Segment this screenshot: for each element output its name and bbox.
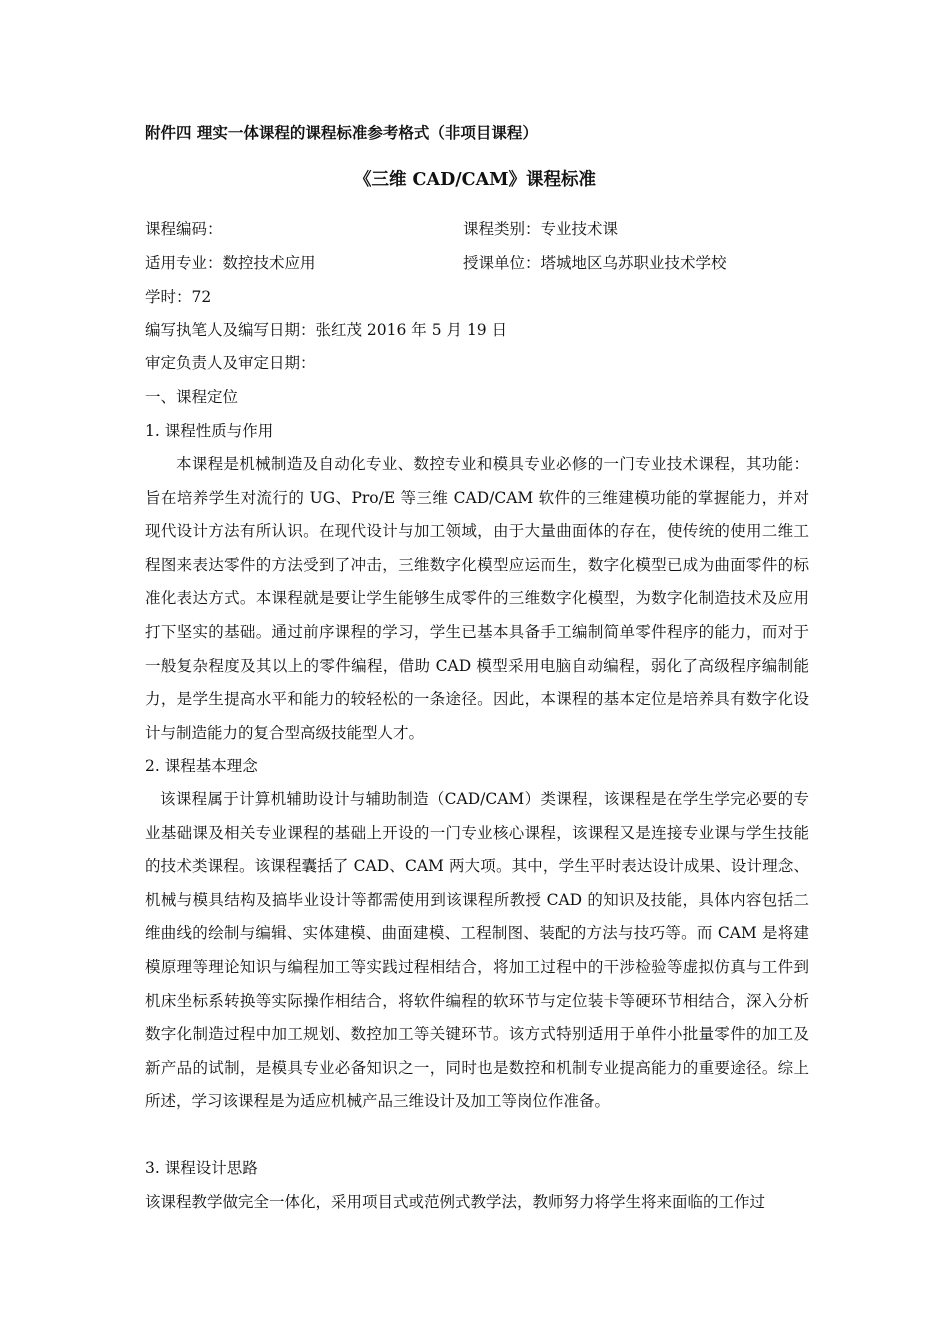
subheading-nature-and-role: 1. 课程性质与作用 — [145, 422, 274, 440]
course-hours: 学时：72 — [145, 288, 212, 306]
paragraph-nature-and-role: 本课程是机械制造及自动化专业、数控专业和模具专业必修的一门专业技术课程，其功能：旨在培养学生对流行的 UG、Pro/E 等三维 CAD/CAM 软件的三维建模功能的掌握能力，并对现代设计方法有所认识。在现代设计与加工领域，由于大量曲面体的存在，使传统的使用二维工程图来表达零件的方法受到了冲击，三维数字化模型应运而生，数字化模型已成为曲面零件的标准化表达方式。本课程就是要让学生能够生成零件的三维数字化模型，为数字化制造技术及应用打下坚实的基础。通过前序课程的学习，学生已基本具备手工编制简单零件程序的能力，而对于一般复杂程度及其以上的零件编程，借助 CAD 模型采用电脑自动编程，弱化了高级程序编制能力，是学生提高水平和能力的较轻松的一条途径。因此，本课程的基本定位是培养具有数字化设计与制造能力的复合型高级技能型人才。 — [145, 455, 809, 742]
teaching-unit: 授课单位：塔城地区乌苏职业技术学校 — [463, 254, 727, 272]
section-heading-course-positioning: 一、课程定位 — [145, 388, 239, 406]
subheading-basic-concept: 2. 课程基本理念 — [145, 757, 258, 775]
document-title: 《三维 CAD/CAM》课程标准 — [353, 170, 597, 190]
reviewer-and-date: 审定负责人及审定日期： — [145, 354, 316, 372]
paragraph-basic-concept: 该课程属于计算机辅助设计与辅助制造（CAD/CAM）类课程，该课程是在学生学完必要的专业基础课及相关专业课程的基础上开设的一门专业核心课程，该课程又是连接专业课与学生技能的技术类课程。该课程囊括了 CAD、CAM 两大项。其中，学生平时表达设计成果、设计理念、机械与模具结构及搞毕业设计等都需使用到该课程所教授 CAD 的知识及技能，具体内容包括二维曲线的绘制与编辑、实体建模、曲面建模、工程制图、装配的方法与技巧等。而 CAM 是将建模原理等理论知识与编程加工等实践过程相结合，将加工过程中的干涉检验等虚拟仿真与工件到机床坐标系转换等实际操作相结合，将软件编程的软环节与定位装卡等硬环节相结合，深入分析数字化制造过程中加工规划、数控加工等关键环节。该方式特别适用于单件小批量零件的加工及新产品的试制，是模具专业必备知识之一，同时也是数控和机制专业提高能力的重要途径。综上所述，学习该课程是为适应机械产品三维设计及加工等岗位作准备。 — [145, 790, 809, 1111]
annex-heading: 附件四 理实一体课程的课程标准参考格式（非项目课程） — [145, 123, 538, 142]
applicable-major: 适用专业：数控技术应用 — [145, 254, 316, 272]
author-and-date: 编写执笔人及编写日期：张红茂 2016 年 5 月 19 日 — [145, 321, 508, 339]
paragraph-design-approach: 该课程教学做完全一体化，采用项目式或范例式教学法，教师努力将学生将来面临的工作过 — [145, 1193, 766, 1211]
subheading-design-approach: 3. 课程设计思路 — [145, 1159, 258, 1177]
course-code: 课程编码： — [145, 220, 223, 238]
course-category: 课程类别：专业技术课 — [463, 220, 619, 238]
